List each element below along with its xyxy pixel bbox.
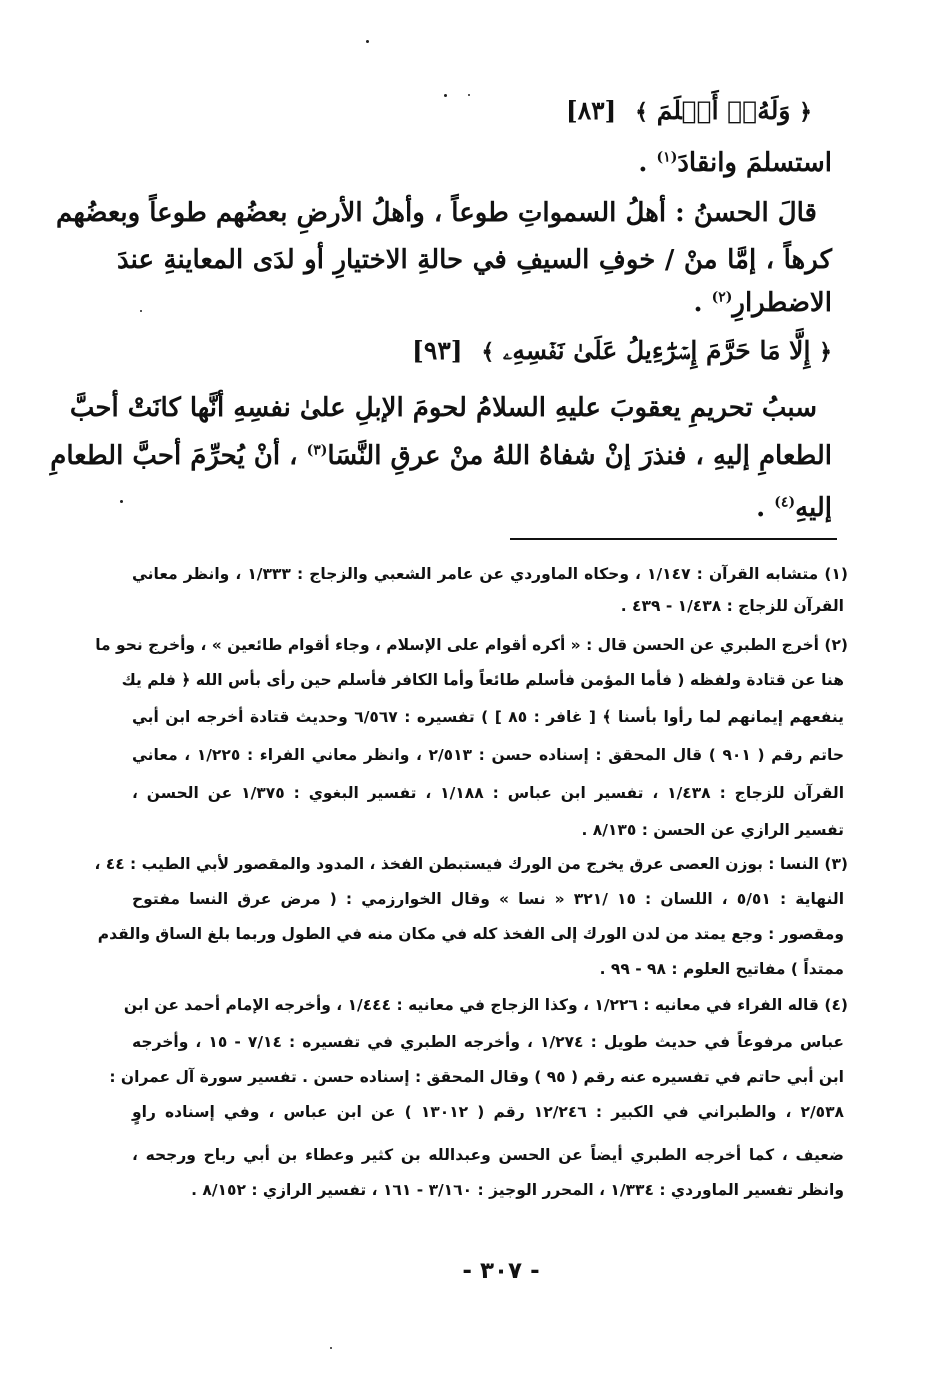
scan-speck bbox=[468, 94, 470, 96]
footnote-line: تفسير الرازي عن الحسن : ٨/١٣٥ . bbox=[581, 821, 844, 839]
footnote-line: النهاية : ٥/٥١ ، اللسان : ١٥ /٣٢١ « نسا » وقال الخوارزمي : ( مرض عرق النسا مفتوح bbox=[132, 890, 845, 908]
footnote-line: ابن أبي حاتم في تفسيره عنه رقم ( ٩٥ ) وقال المحقق : إسناده حسن . تفسير سورة آل عمران : bbox=[109, 1068, 844, 1086]
body-text: إليهِ bbox=[795, 493, 832, 523]
footnote-line: (١) متشابه القرآن : ١/١٤٧ ، وحكاه الماوردي عن عامر الشعبي والزجاج : ١/٣٣٣ ، وانظر معاني bbox=[132, 565, 848, 583]
footnote-line: (٣) النسا : بوزن العصى عرق يخرج من الورك فيستبطن الفخذ ، المدود والمقصور لأبي الطيب : ٤٤ ، bbox=[94, 855, 848, 873]
verse-number: [٨٣] bbox=[565, 96, 617, 125]
scan-speck bbox=[330, 1347, 332, 1349]
verse-number: [٩٣] bbox=[412, 336, 463, 365]
body-line bbox=[50, 438, 832, 474]
body-punctuation: . bbox=[756, 493, 766, 523]
footnote-line: القرآن للزجاج : ١/٤٣٨ - ٤٣٩ . bbox=[620, 597, 844, 615]
footnote-line: (٢) أخرج الطبري عن الحسن قال : « أكره أقوام على الإسلام ، وجاء أقوام طائعين » ، وأخرج نحو ما bbox=[95, 636, 848, 654]
page-number: - ٣٠٧ - bbox=[462, 1258, 540, 1284]
body-text: سببُ تحريمِ يعقوبَ عليهِ السلامُ لحومَ الإبلِ علىٰ نفسِهِ أنَّها كانَتْ أحبَّ bbox=[69, 393, 817, 423]
footnote-line: ٢/٥٣٨ ، والطبراني في الكبير : ١٢/٢٤٦ رقم ( ١٣٠١٢ ) عن ابن عباس ، وفي إسناده راوٍ bbox=[132, 1103, 845, 1121]
body-punctuation: . bbox=[693, 288, 703, 318]
footnote-line: ممتداً ) مفاتيح العلوم : ٩٨ - ٩٩ . bbox=[599, 960, 844, 978]
body-line bbox=[69, 390, 817, 426]
footnote-separator bbox=[510, 538, 837, 540]
footnote-line: ومقصور : وجع يمتد من لدن الورك إلى الفخذ كله في مكان منه في الطول وربما بلغ الساق والقدم bbox=[97, 925, 844, 943]
body-text: قالَ الحسنُ : أهلُ السمواتِ طوعاً ، وأهلُ الأرضِ بعضُهم طوعاً وبعضُهم bbox=[56, 198, 817, 228]
verse-close-bracket: ﴾ bbox=[481, 339, 495, 365]
verse-text: إِلَّا مَا حَرَّمَ إِسۡرَٰٓءِيلُ عَلَىٰ نَفۡسِهِۦ bbox=[502, 336, 811, 365]
footnote-line: وانظر تفسير الماوردي : ١/٣٣٤ ، المحرر الوجيز : ٣/١٦٠ - ١٦١ ، تفسير الرازي : ٨/١٥٢ . bbox=[191, 1181, 844, 1199]
body-line bbox=[117, 490, 832, 526]
footnote-line: حاتم رقم ( ٩٠١ ) قال المحقق : إسناده حسن : ٢/٥١٣ ، وانظر معاني الفراء : ١/٢٢٥ ، معاني bbox=[132, 746, 844, 764]
body-text: كرهاً ، إمَّا منْ / خوفِ السيفِ في حالةِ الاختيارِ أو لدَى المعاينةِ عندَ bbox=[117, 245, 832, 275]
body-line bbox=[117, 145, 832, 181]
verse-open-bracket: ﴿ bbox=[819, 339, 832, 365]
verse-open-bracket: ﴿ bbox=[799, 99, 812, 125]
verse-text: وَلَهُۥٓ أَسۡلَمَ bbox=[656, 96, 791, 125]
body-text: ، أنْ يُحرِّمَ أحبَّ الطعامِ bbox=[50, 441, 298, 471]
footnote-line: ينفعهم إيمانهم لما رأوا بأسنا ﴾ [ غافر : ٨٥ ] ) تفسيره : ٦/٥٦٧ وحديث قتادة أخرجه ابن أبي bbox=[132, 708, 844, 726]
footnote-ref: (٤) bbox=[774, 494, 796, 511]
footnote-line: هنا عن قتادة ولفظه ( فأما المؤمن فأسلم طائعاً وأما الكافر فأسلم حين رأى بأس الله ﴿ فلم يك bbox=[121, 671, 844, 689]
footnote-line: القرآن للزجاج : ١/٤٣٨ ، تفسير ابن عباس : ١/١٨٨ ، تفسير البغوي : ١/٣٧٥ عن الحسن ، bbox=[132, 784, 845, 802]
footnote-line: (٤) قاله الفراء في معانيه : ١/٢٢٦ ، وكذا الزجاج في معانيه : ١/٤٤٤ ، وأخرجه الإمام أحمد عن ابن bbox=[123, 996, 848, 1014]
quran-verse bbox=[402, 336, 832, 366]
footnote-line: ضعيف ، كما أخرجه الطبري أيضاً عن الحسن وعبدالله بن كثير وعطاء بن أبي رباح ورجحه ، bbox=[132, 1146, 844, 1164]
footnote-line: عباس مرفوعاً في حديث طويل : ١/٢٧٤ ، وأخرجه الطبري في تفسيره : ٧/١٤ - ١٥ ، وأخرجه bbox=[132, 1033, 844, 1051]
body-line bbox=[117, 285, 832, 321]
scan-speck bbox=[366, 40, 369, 43]
footnote-ref: (١) bbox=[656, 149, 678, 166]
footnote-ref: (٣) bbox=[306, 442, 328, 459]
scan-speck bbox=[444, 94, 447, 97]
body-text: الطعامِ إليهِ ، فنذرَ إنْ شفاهُ اللهُ منْ عرقِ النَّسَا bbox=[327, 441, 832, 471]
body-line bbox=[117, 242, 832, 278]
verse-close-bracket: ﴾ bbox=[635, 99, 648, 125]
body-punctuation: . bbox=[638, 148, 648, 178]
footnote-ref: (٢) bbox=[711, 289, 733, 306]
body-text: استسلمَ وانقادَ bbox=[677, 148, 832, 178]
body-line bbox=[56, 195, 817, 231]
body-text: الاضطرارِ bbox=[732, 288, 832, 318]
quran-verse bbox=[556, 96, 812, 125]
